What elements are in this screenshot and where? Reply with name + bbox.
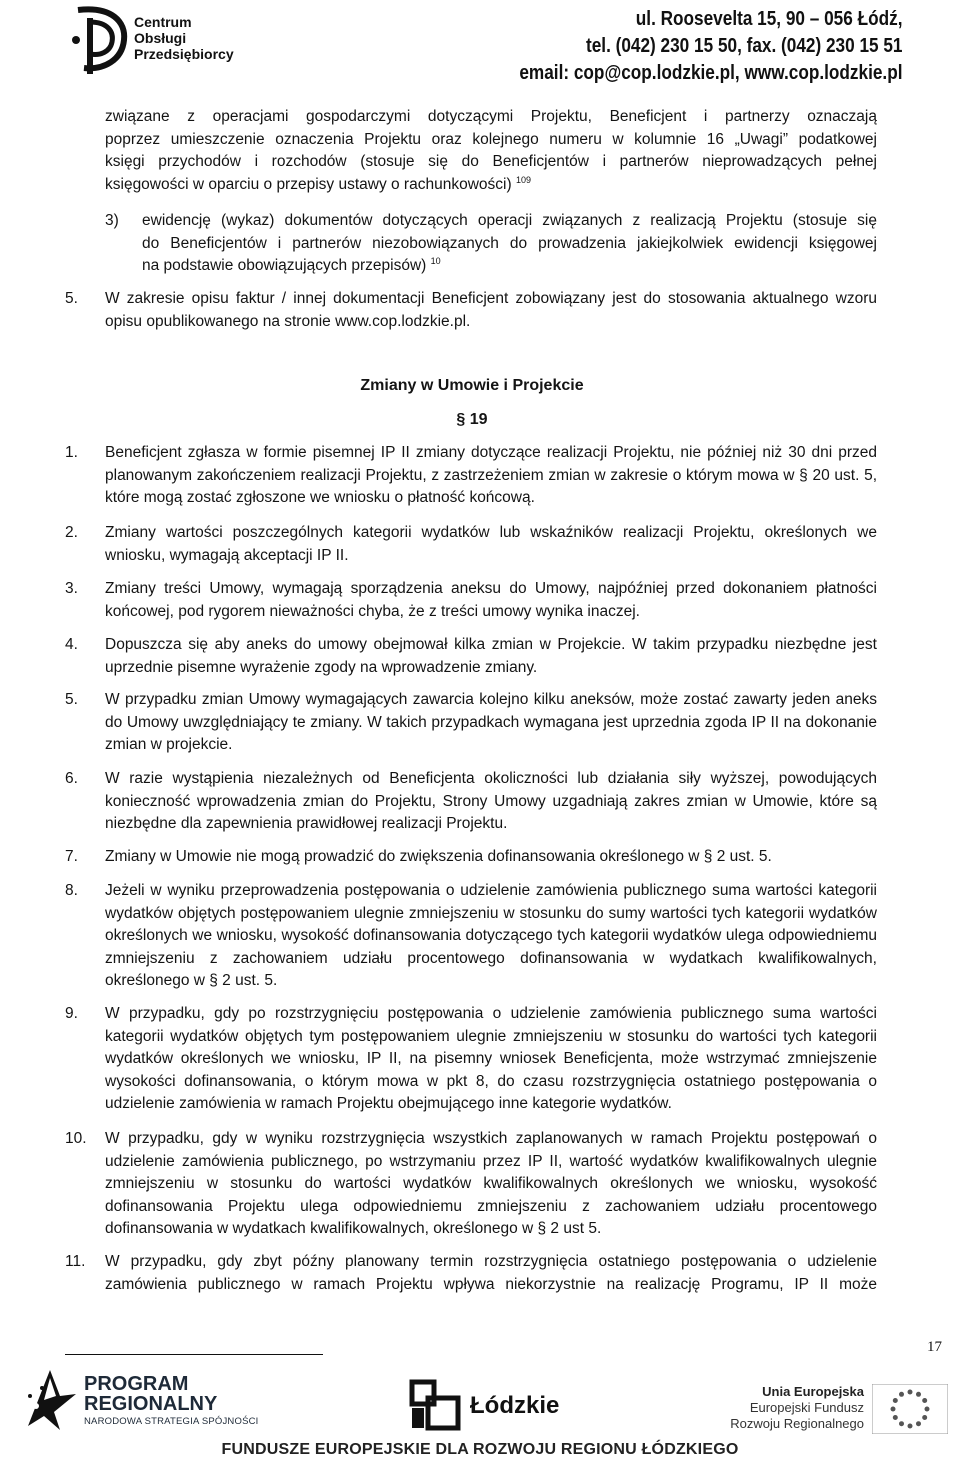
cop-logo-icon (68, 4, 130, 78)
intro-line-2: poprzez umieszczenie oznaczenia Projektu oraz kolejnego numeru w kolumnie 16 „Uwagi” podatkowej (105, 130, 877, 148)
page-number: 17 (927, 1339, 942, 1355)
footer-funds-text: FUNDUSZE EUROPEJSKIE DLA ROZWOJU REGIONU ŁÓDZKIEGO (221, 1441, 739, 1458)
list-item-number: 8. (65, 882, 78, 899)
list-item: Jeżeli w wyniku przeprowadzenia postępowania o udzielenie zamówienia publicznego suma wartości kategorii wydatków objętych postępowaniem ulegnie zmniejszeniu w stosunku do sumy wartości tych kategorii wydatków określonych we wniosku, wysokość dofinansowania dotyczącego tych kategorii wydatków ulega odpowiedniemu zmniejszeniu z zachowaniem udziału procentowego dofinansowania w wydatkach kwalifikowalnych, określonego w § 2 ust. 5. (105, 882, 877, 990)
intro-line-1: związane z operacjami gospodarczymi dotyczącymi Projektu, Beneficjent i partnerzy oznaczają (105, 108, 877, 125)
item3-number: 3) (105, 212, 119, 229)
list-item: W przypadku, gdy po rozstrzygnięciu postępowania o udzielenie zamówienia publicznego suma wartości kategorii wydatków objętych tym postępowaniem ulegnie zmniejszeniu w stosunku do wartości tych kategorii wydatków określonych we wniosku, IP II, na pisemny wniosek Beneficjenta, może wstrzymać zmniejszenie wysokości dofinansowania, o którym mowa w pkt 8, do czasu rozstrzygnięcia ostatniego postępowania o udzielenie zamówienia w ramach Projektu obejmującego inne kategorie wydatków. (105, 1005, 877, 1113)
item3-line-3: na podstawie obowiązujących przepisów) (142, 257, 427, 275)
list-item: W przypadku, gdy w wyniku rozstrzygnięcia wszystkich zaplanowanych w ramach Projektu postępowań o udzielenie zamówienia publicznego, po wstrzymaniu przez IP II, wartość wydatków kwalifikowalnych ulegnie zmniejszeniu w stosunku do wartości wydatków kwalifikowalnych określonych we wniosku, wysokość dofinansowania Projektu ulega odpowiedniemu zmniejszeniu z zachowaniem udziału procentowego dofinansowania w wydatkach kwalifikowalnych, określonego w § 2 ust 5. (105, 1130, 877, 1238)
footnote-separator (65, 1354, 323, 1355)
program-line3: NARODOWA STRATEGIA SPÓJNOŚCI (84, 1416, 259, 1427)
program-line1: PROGRAM (84, 1373, 189, 1395)
list-item-number: 10. (65, 1130, 87, 1147)
list-item-number: 9. (65, 1005, 78, 1022)
org-name-line2: Obsługi (134, 30, 187, 46)
program-regionalny-logo (20, 1366, 270, 1434)
lodzkie-logo (408, 1378, 568, 1434)
program-line2: REGIONALNY (84, 1393, 218, 1415)
footnote-ref-109: 109 (515, 174, 531, 185)
list-item-number: 11. (65, 1253, 86, 1270)
item3-line-2: do Beneficjentów i partnerów niezobowiązanych do prowadzenia jakiejkolwiek ewidencji księgowej (142, 234, 877, 252)
item3-line-1: ewidencję (wykaz) dokumentów dotyczących operacji związanych z realizacją Projektu (stosuje się (142, 212, 877, 229)
eu-line1: Unia Europejska (762, 1384, 864, 1399)
item5a-number: 5. (65, 290, 78, 307)
list-item: W przypadku, gdy zbyt późny planowany termin rozstrzygnięcia ostatniego postępowania o udzielenie zamówienia publicznego w ramach Projektu wpływa niekorzystnie na realizację Programu, IP II może (105, 1253, 877, 1293)
list-item: Zmiany wartości poszczególnych kategorii wydatków lub wskaźników realizacji Projektu, określonych we wniosku, wymagają akceptacji IP II. (105, 524, 877, 564)
list-item-number: 4. (65, 636, 78, 653)
list-item-number: 1. (65, 444, 78, 461)
intro-line-3: księgi przychodów i rozchodów (stosuje się do Beneficjentów i partnerów nieprowadzących pełnej (105, 153, 877, 171)
program-regionalny-icon (20, 1366, 82, 1432)
list-item: W razie wystąpienia niezależnych od Beneficjenta okoliczności lub działania siły wyższej, powodujących konieczność wprowadzenia zmian do Projektu, Strony Umowy uzgadniają zakres zmian w Umowie, które są niezbędne dla zapewnienia prawidłowej realizacji Projektu. (105, 770, 877, 833)
intro-line-4: księgowości w oparciu o przepisy ustawy o rachunkowości) (105, 175, 512, 193)
list-item: Zmiany treści Umowy, wymagają sporządzenia aneksu do Umowy, najpóźniej przed dokonaniem płatności końcowej, pod rygorem nieważności chyba, że z treści umowy wynika inaczej. (105, 580, 877, 620)
section-paragraph-number: § 19 (456, 411, 488, 428)
item3-paragraph (142, 210, 877, 278)
list-item: W przypadku zmian Umowy wymagających zawarcia kolejno kilku aneksów, może zostać zawarty jeden aneks do Umowy uwzględniający te zmiany. W takich przypadkach wymagana jest uprzednia zgoda IP II na dokonanie zmian w projekcie. (105, 691, 877, 754)
list-item: Dopuszcza się aby aneks do umowy obejmował kilka zmian w Projekcie. W takim przypadku niezbędne jest uprzednie pisemne wyrażenie zgody na wprowadzenie zmiany. (105, 636, 877, 676)
cop-logo (68, 4, 268, 84)
org-name-line3: Przedsiębiorcy (134, 46, 234, 62)
list-item-number: 7. (65, 848, 78, 865)
org-name-line1: Centrum (134, 14, 192, 30)
list-item-number: 6. (65, 770, 78, 787)
eu-line3: Rozwoju Regionalnego (730, 1416, 864, 1431)
eu-logo (712, 1384, 952, 1434)
phone-fax: tel. (042) 230 15 50, fax. (042) 230 15 51 (585, 35, 902, 57)
region-name: Łódzkie (470, 1392, 560, 1419)
eu-text (704, 1384, 864, 1432)
eu-flag-icon (872, 1384, 948, 1434)
address: ul. Roosevelta 15, 90 – 056 Łódź, (635, 8, 902, 30)
list-item-number: 5. (65, 691, 78, 708)
section-title: Zmiany w Umowie i Projekcie (360, 377, 584, 394)
contact-block (457, 6, 903, 87)
email-www: email: cop@cop.lodzkie.pl, www.cop.lodzkie.pl (518, 62, 902, 84)
list-item-number: 2. (65, 524, 78, 541)
list-item-number: 3. (65, 580, 78, 597)
footnote-ref-10: 10 (430, 256, 441, 267)
intro-paragraph (105, 106, 877, 196)
item5a-text: W zakresie opisu faktur / innej dokumentacji Beneficjent zobowiązany jest do stosowania aktualnego wzoru opisu opublikowanego na stronie www.cop.lodzkie.pl. (105, 290, 877, 330)
eu-line2: Europejski Fundusz (749, 1400, 864, 1415)
lodzkie-emblem-icon (408, 1378, 464, 1434)
list-item: Beneficjent zgłasza w formie pisemnej IP II zmiany dotyczące realizacji Projektu, nie później niż 30 dni przed planowanym zakończeniem realizacji Projektu, z zastrzeżeniem zmian w zakresie o którym mowa w § 20 ust. 5, które mogą zostać zgłoszone we wniosku o płatność końcową. (105, 444, 877, 507)
list-item: Zmiany w Umowie nie mogą prowadzić do zwiększenia dofinansowania określonego w § 2 ust. 5. (105, 848, 772, 865)
